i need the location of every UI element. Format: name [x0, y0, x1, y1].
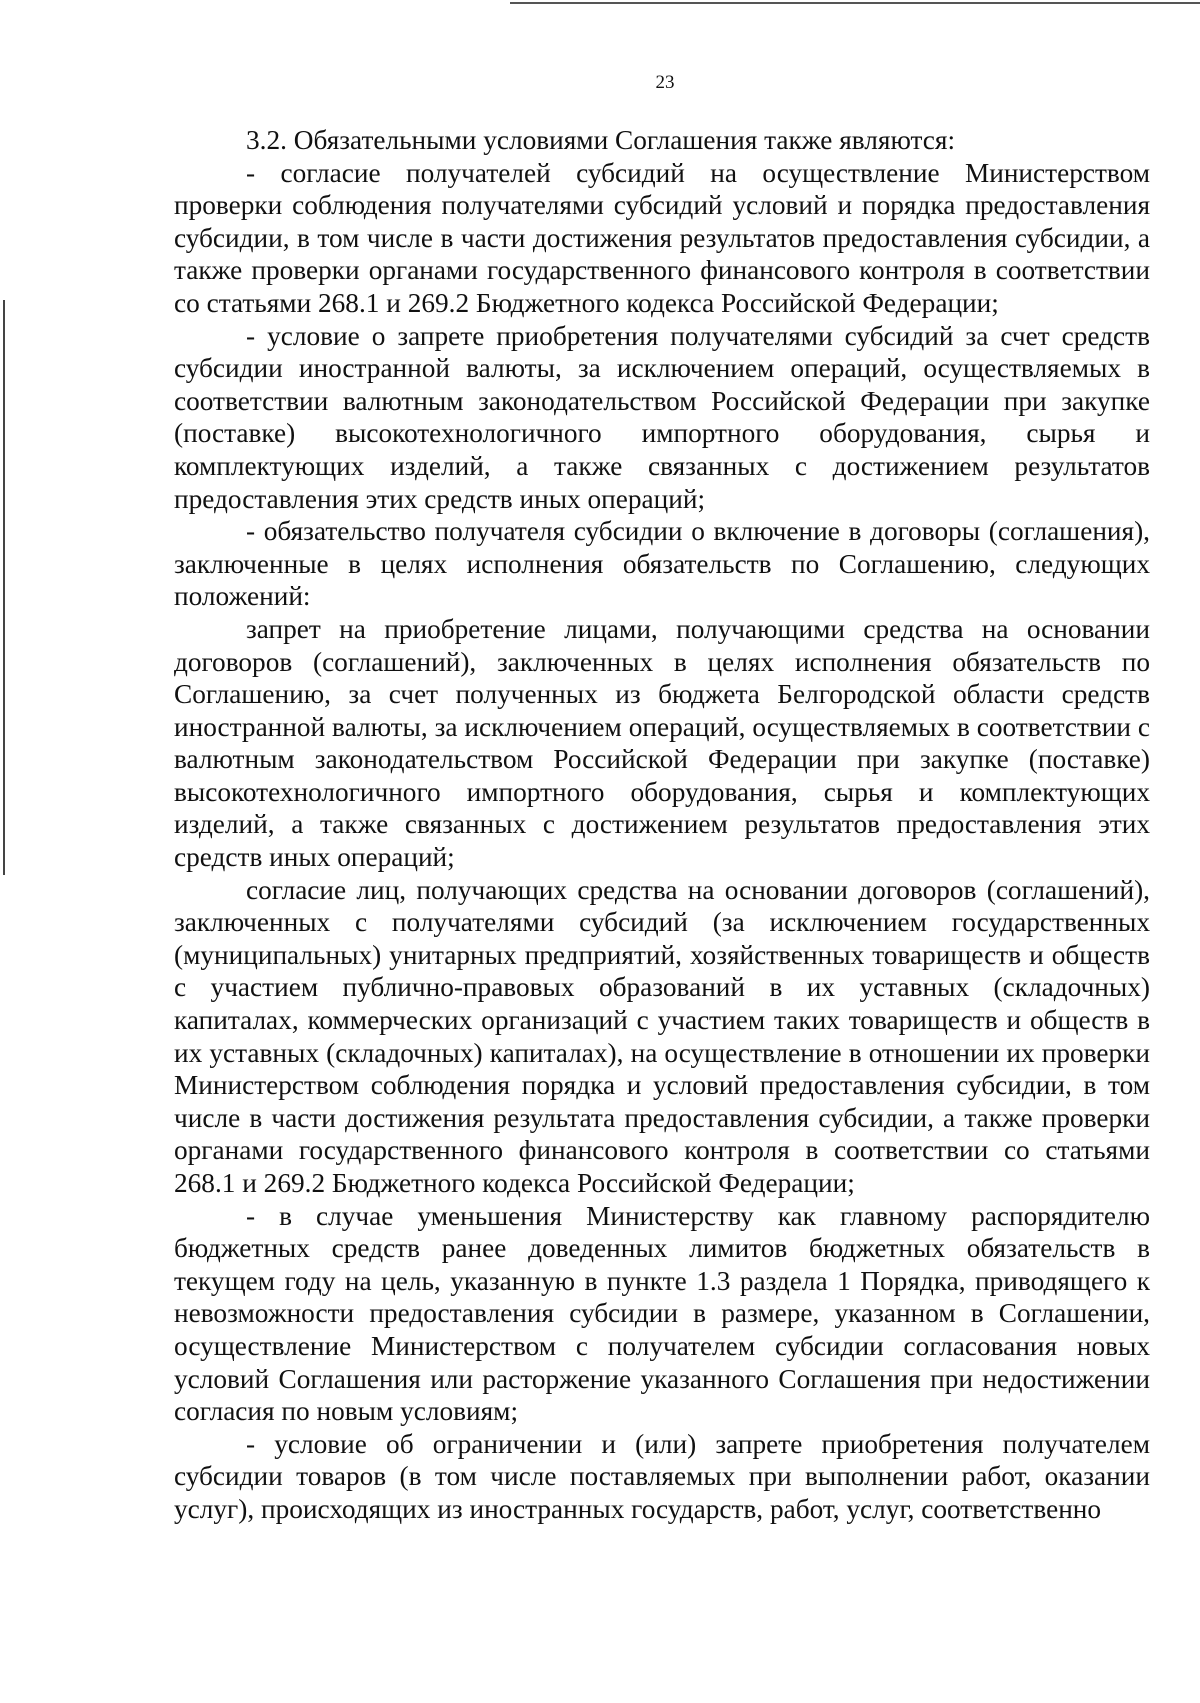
- paragraph-section-heading: 3.2. Обязательными условиями Соглашения также являются:: [246, 125, 956, 155]
- scan-edge-left: [3, 300, 5, 875]
- page-number: 23: [655, 72, 675, 93]
- paragraph-consent-persons: согласие лиц, получающих средства на основании договоров (соглашений), заключенных с получателями субсидий (за исключением государственных (муниципальных) унитарных предприятий, хозяйственных товариществ и обществ с участием публично-правовых образований в их уставных (складочных) капиталах, коммерческих организаций с участием таких товариществ и обществ в их уставных (складочных) капиталах), на осуществление в отношении их проверки Министерством соблюдения порядка и условий предоставления субсидии, в том числе в части достижения результата предоставления субсидии, а также проверки органами государственного финансового контроля в соответствии со статьями 268.1 и 269.2 Бюджетного кодекса Российской Федерации;: [174, 874, 1150, 1198]
- paragraph-currency-ban: - условие о запрете приобретения получателями субсидий за счет средств субсидии иностранной валюты, за исключением операций, осуществляемых в соответствии валютным законодательством Российской Федерации при закупке (поставке) высокотехнологичного импортного оборудования, сырья и комплектующих изделий, а также связанных с достижением результатов предоставления этих средств иных операций;: [174, 320, 1150, 514]
- paragraph-consent-recipients: - согласие получателей субсидий на осуществление Министерством проверки соблюдения получателями субсидий условий и порядка предоставления субсидии, в том числе в части достижения результатов предоставления субсидии, а также проверки органами государственного финансового контроля в соответствии со статьями 268.1 и 269.2 Бюджетного кодекса Российской Федерации;: [174, 157, 1150, 318]
- paragraph-import-restriction: - условие об ограничении и (или) запрете приобретения получателем субсидии товаров (в том числе поставляемых при выполнении работ, оказании услуг), происходящих из иностранных государств, работ, услуг, соответственно: [174, 1428, 1150, 1524]
- document-body: [174, 124, 1150, 1526]
- paragraph-ban-purchase: запрет на приобретение лицами, получающими средства на основании договоров (соглашений), заключенных в целях исполнения обязательств по Соглашению, за счет полученных из бюджета Белгородской области средств иностранной валюты, за исключением операций, осуществляемых в соответствии с валютным законодательством Российской Федерации при закупке (поставке) высокотехнологичного импортного оборудования, сырья и комплектующих изделий, а также связанных с достижением результатов предоставления этих средств иных операций;: [174, 613, 1150, 873]
- paragraph-contract-obligation: - обязательство получателя субсидии о включение в договоры (соглашения), заключенные в целях исполнения обязательств по Соглашению, следующих положений:: [174, 516, 1150, 612]
- scan-edge-top: [510, 2, 1200, 4]
- paragraph-limit-reduction: - в случае уменьшения Министерству как главному распорядителю бюджетных средств ранее доведенных лимитов бюджетных обязательств в текущем году на цель, указанную в пункте 1.3 раздела 1 Порядка, приводящего к невозможности предоставления субсидии в размере, указанном в Соглашении, осуществление Министерством с получателем субсидии согласования новых условий Соглашения или расторжение указанного Соглашения при недостижении согласия по новым условиям;: [174, 1200, 1150, 1427]
